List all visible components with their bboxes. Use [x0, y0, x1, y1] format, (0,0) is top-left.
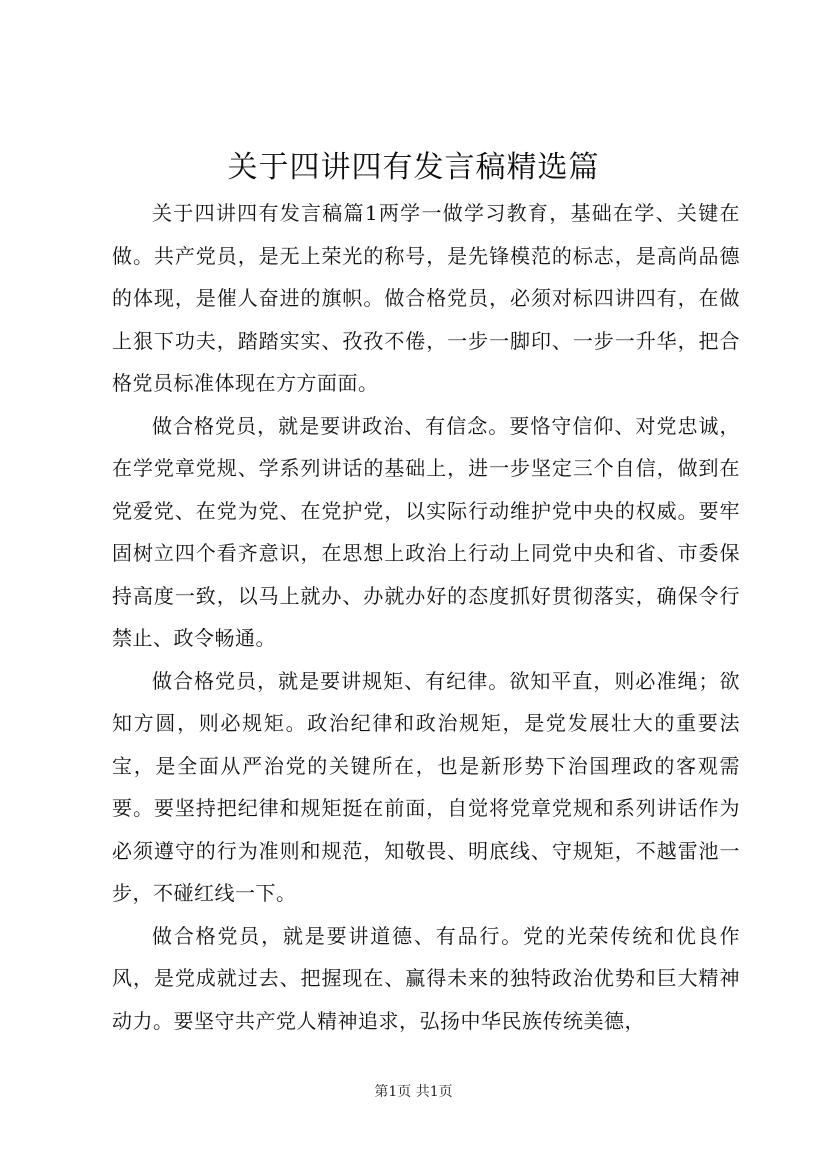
paragraph-4: 做合格党员，就是要讲道德、有品行。党的光荣传统和优良作风，是党成就过去、把握现在、赢得未来的独特政治优势和巨大精神动力。要坚守共产党人精神追求，弘扬中华民族传统美德， [112, 923, 740, 1033]
paragraph-1: 关于四讲四有发言稿篇1两学一做学习教育，基础在学、关键在做。共产党员，是无上荣光的称号，是先锋模范的标志，是高尚品德的体现，是催人奋进的旗帜。做合格党员，必须对标四讲四有，在做上狠下功夫，踏踏实实、孜孜不倦，一步一脚印、一步一升华，把合格党员标准体现在方方面面。 [112, 201, 740, 395]
paragraph-3: 做合格党员，就是要讲规矩、有纪律。欲知平直，则必准绳；欲知方圆，则必规矩。政治纪律和政治规矩，是党发展壮大的重要法宝，是全面从严治党的关键所在，也是新形势下治国理政的客观需要。要坚持把纪律和规矩挺在前面，自觉将党章党规和系列讲话作为必须遵守的行为准则和规范，知敬畏、明底线、守规矩，不越雷池一步，不碰红线一下。 [112, 668, 740, 905]
page-footer: 第1页 共1页 [374, 1084, 453, 1100]
document-title: 关于四讲四有发言稿精选篇 [227, 150, 600, 185]
paragraph-2: 做合格党员，就是要讲政治、有信念。要恪守信仰、对党忠诚，在学党章党规、学系列讲话的基础上，进一步坚定三个自信，做到在党爱党、在党为党、在党护党，以实际行动维护党中央的权威。要牢固树立四个看齐意识，在思想上政治上行动上同党中央和省、市委保持高度一致，以马上就办、办就办好的态度抓好贯彻落实，确保令行禁止、政令畅通。 [112, 413, 740, 650]
document-body [112, 192, 740, 1042]
